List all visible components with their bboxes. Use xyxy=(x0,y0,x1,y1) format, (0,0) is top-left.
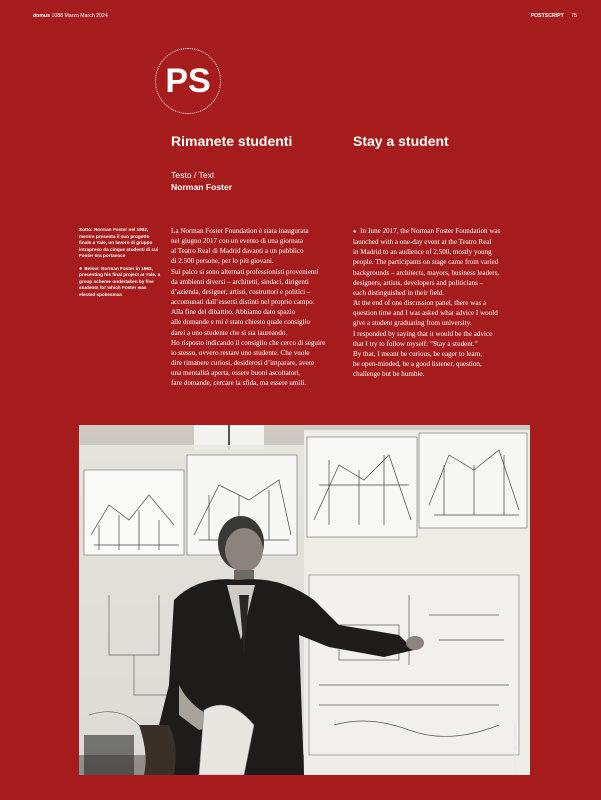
section-name: POSTSCRIPT xyxy=(530,13,564,19)
body-line: fare domande, cercare la sfida, ma essere umili. xyxy=(171,379,307,388)
title-italian: Rimanete studenti xyxy=(171,133,293,149)
body-line: al Teatro Real di Madrid davanti a un pubblico xyxy=(171,247,304,256)
page-header-left xyxy=(33,13,108,19)
body-line: nel giugno 2017 con un evento di una giornata xyxy=(171,237,303,246)
body-line: alle domande e mi è stato chiesto quale consiglio xyxy=(171,318,311,327)
body-line: I responded by saying that it would be the advice xyxy=(353,329,493,338)
body-line: La Norman Foster Foundation è stata inaugurata xyxy=(171,227,309,235)
body-line: dire rimanere curiosi, desiderosi d’imparare, avere xyxy=(171,359,315,368)
caption-italian: Sotto: Norman Foster nel 1962, mentre presenta il suo progetto finale a Yale, un lavoro di gruppo intrapreso da cinque studenti di cui Foster era portavoce xyxy=(79,227,159,258)
body-line: By that, I meant be curious, be eager to learn, xyxy=(353,349,483,358)
body-english xyxy=(353,226,521,379)
body-line: give a student graduating from university. xyxy=(353,319,472,328)
body-line: una mentalità aperta, essere buoni ascoltatori, xyxy=(171,369,301,378)
body-line: accomunati dall’essersi distinti nel proprio campo. xyxy=(171,298,315,307)
body-line: backgrounds – architects, mayors, business leaders, xyxy=(353,268,500,277)
archival-photo xyxy=(79,425,530,775)
body-line: Alla fine del dibattito. Abbiamo dato spazio xyxy=(171,308,296,317)
body-line: that I try to follow myself: “Stay a student.” xyxy=(353,339,478,348)
issue-info: 1088 Marzo March 2024 xyxy=(51,13,108,19)
caption-english-block xyxy=(79,266,162,299)
body-line: At the end of one discussion panel, there was a xyxy=(353,299,487,308)
ps-logo-text: PS xyxy=(165,61,211,100)
body-line: da ambienti diversi – architetti, sindaci, dirigenti xyxy=(171,277,309,286)
byline-author: Norman Foster xyxy=(171,181,233,192)
byline-label: Testo / Text xyxy=(171,170,215,180)
body-line: io stesso, ovvero restare uno studente. Che vuole xyxy=(171,348,310,357)
page-number: 75 xyxy=(571,13,577,19)
body-line: each distinguished in their field. xyxy=(353,288,445,297)
body-line-first xyxy=(353,226,521,237)
body-line: in Madrid to an audience of 2,500, mostly young xyxy=(353,248,492,257)
title-english: Stay a student xyxy=(353,133,449,149)
body-line: Ho risposto indicando il consiglio che cerco di seguire xyxy=(171,338,326,347)
body-line: people. The participants on stage came from varied xyxy=(353,258,499,267)
body-line: question time and I was asked what advice I would xyxy=(353,309,498,318)
bullet-icon: ● xyxy=(79,265,83,272)
body-line: launched with a one-day event at the Teatro Real xyxy=(353,238,492,247)
body-line: designers, artists, developers and politicians – xyxy=(353,278,484,287)
page-header-right xyxy=(531,13,577,19)
body-line: darei a uno studente che si sta laureando. xyxy=(171,328,288,337)
photo-illustration xyxy=(79,425,530,775)
photo-credit: © Norman Foster Foundation xyxy=(512,723,517,775)
body-line: challenge but be humble. xyxy=(353,370,425,379)
ps-logo xyxy=(155,48,221,114)
body-italian xyxy=(171,226,339,389)
body-line: be open-minded, be a good listener, question, xyxy=(353,360,482,369)
body-line: di 2.500 persone, per lo più giovani. xyxy=(171,257,274,266)
magazine-name: domus xyxy=(33,13,51,19)
byline xyxy=(171,170,232,193)
caption-english: Below: Norman Foster in 1962, presenting his final project at Yale, a group scheme undertaken by five students for which Foster was elected spokesman xyxy=(79,265,161,297)
body-line: d’azienda, designer, artisti, costruttori e politici – xyxy=(171,287,311,296)
body-line: In June 2017, the Norman Foster Foundation was xyxy=(360,227,501,235)
bullet-icon: ● xyxy=(353,229,357,235)
photo-captions xyxy=(79,227,162,304)
body-line: Sul palco si sono alternati professionisti provenienti xyxy=(171,267,319,276)
